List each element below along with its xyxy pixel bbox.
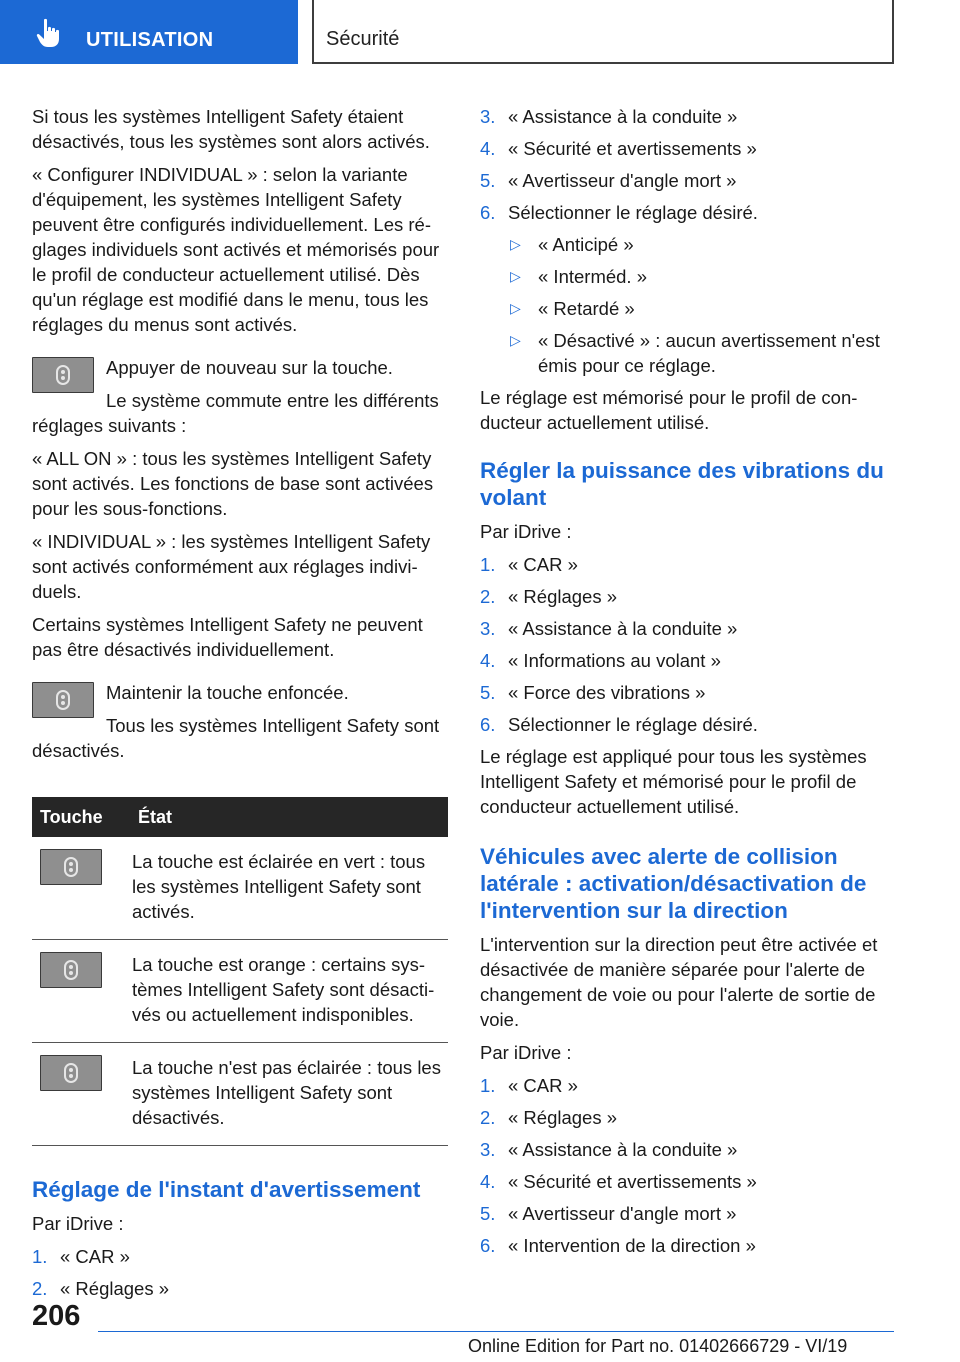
list-item: [480, 200, 896, 225]
step-number: 5.: [480, 1203, 496, 1224]
step-number: 2.: [32, 1278, 48, 1299]
step-text: Sélectionner le réglage désiré.: [508, 202, 758, 223]
section-label: Sécurité: [326, 28, 400, 50]
list-item: [480, 584, 896, 609]
list-item: [480, 1233, 896, 1258]
triangle-bullet-icon: ▷: [510, 236, 521, 252]
table-header-etat: État: [132, 797, 448, 837]
step-text: « Assistance à la conduite »: [508, 1139, 738, 1160]
edition-note: Online Edition for Part no. 01402666729 - VI/19: [468, 1336, 848, 1356]
step-list: [480, 552, 896, 737]
list-item: [480, 616, 896, 641]
table-header-touche: Touche: [32, 797, 132, 837]
list-item: [480, 552, 896, 577]
right-column: [480, 104, 896, 1265]
button-status-table: [32, 797, 448, 1146]
step-text: « Sécurité et avertissements »: [508, 138, 757, 159]
step-number: 4.: [480, 650, 496, 671]
section-heading: Régler la puissance des vibrations du volant: [480, 458, 884, 510]
step-number: 1.: [480, 1075, 496, 1096]
left-column: [32, 104, 448, 1308]
option-text: « Anticipé »: [538, 234, 634, 255]
table-row: [32, 940, 448, 1043]
paragraph: Appuyer de nouveau sur la touche.: [106, 357, 393, 378]
safety-button-icon: [32, 357, 94, 393]
table-cell: La touche n'est pas éclairée : tous les systèmes Intelligent Safety sont désactivés.: [132, 1043, 448, 1146]
option-text: « Désactivé » : aucun avertissement n'est émis pour ce réglage.: [538, 330, 880, 376]
paragraph: « INDIVIDUAL » : les systèmes Intelligent Safety sont activés conformément aux réglages individuels.: [32, 531, 431, 602]
step-list: [32, 1244, 448, 1301]
paragraph: Par iDrive :: [480, 521, 572, 542]
step-number: 3.: [480, 1139, 496, 1160]
step-number: 6.: [480, 202, 496, 223]
step-text: « Sécurité et avertissements »: [508, 1171, 757, 1192]
step-number: 5.: [480, 682, 496, 703]
step-text: « CAR »: [508, 1075, 578, 1096]
step-number: 1.: [480, 554, 496, 575]
step-text: « Avertisseur d'angle mort »: [508, 1203, 737, 1224]
triangle-bullet-icon: ▷: [510, 268, 521, 284]
paragraph: « Configurer INDIVIDUAL » : selon la variante d'équipement, les systèmes Intelligent Safety peuvent être configurés individuellement. Les réglages individuels sont activés et mémorisés pour le profil de conducteur actuellement utilisé. Dès qu'un réglage est modifié dans le menu, tous les réglages du menus sont activés.: [32, 164, 440, 335]
step-text: « Réglages »: [60, 1278, 170, 1299]
step-number: 3.: [480, 618, 496, 639]
step-text: « Assistance à la conduite »: [508, 106, 738, 127]
option-list: [480, 232, 896, 378]
paragraph: Le système commute entre les différents réglages suivants :: [32, 390, 439, 436]
chapter-label: UTILISATION: [86, 29, 214, 51]
triangle-bullet-icon: ▷: [510, 300, 521, 316]
list-item: [480, 1105, 896, 1130]
step-text: « Avertisseur d'angle mort »: [508, 170, 737, 191]
paragraph: Par iDrive :: [32, 1213, 124, 1234]
step-list: [480, 104, 896, 225]
paragraph: Maintenir la touche enfoncée.: [106, 682, 349, 703]
step-text: « Force des vibrations »: [508, 682, 706, 703]
hand-pointer-icon: [36, 18, 64, 48]
list-item: [480, 296, 896, 321]
step-number: 4.: [480, 138, 496, 159]
list-item: [480, 1137, 896, 1162]
table-row: [32, 837, 448, 940]
step-text: « Réglages »: [508, 1107, 618, 1128]
list-item: [480, 168, 896, 193]
paragraph: L'intervention sur la direction peut être activée et désactivée de manière séparée pour l'alerte de changement de voie ou pour l'alerte de sortie de voie.: [480, 934, 878, 1030]
list-item: [480, 712, 896, 737]
safety-button-icon: [40, 952, 102, 988]
step-number: 2.: [480, 1107, 496, 1128]
step-text: « Assistance à la conduite »: [508, 618, 738, 639]
step-number: 3.: [480, 106, 496, 127]
step-text: « Informations au volant »: [508, 650, 721, 671]
table-cell: La touche est orange : certains systèmes Intelligent Safety sont désactivés ou actuellement indisponibles.: [132, 940, 448, 1043]
option-text: « Interméd. »: [538, 266, 648, 287]
list-item: [32, 1244, 448, 1269]
page-number: 206: [32, 1300, 81, 1332]
safety-button-icon: [40, 849, 102, 885]
step-number: 1.: [32, 1246, 48, 1267]
safety-button-icon: [40, 1055, 102, 1091]
paragraph: Si tous les systèmes Intelligent Safety étaient désactivés, tous les systèmes sont alors activés.: [32, 106, 430, 152]
step-text: « CAR »: [60, 1246, 130, 1267]
section-heading: Réglage de l'instant d'avertissement: [32, 1177, 421, 1202]
step-number: 6.: [480, 714, 496, 735]
list-item: [480, 328, 896, 378]
step-number: 4.: [480, 1171, 496, 1192]
list-item: [480, 232, 896, 257]
option-text: « Retardé »: [538, 298, 635, 319]
paragraph: Le réglage est mémorisé pour le profil de conducteur actuellement utilisé.: [480, 387, 858, 433]
paragraph: Tous les systèmes Intelligent Safety sont désactivés.: [32, 715, 440, 761]
paragraph: Par iDrive :: [480, 1042, 572, 1063]
step-text: « CAR »: [508, 554, 578, 575]
table-cell: La touche est éclairée en vert : tous les systèmes Intelligent Safety sont activés.: [132, 837, 448, 940]
paragraph: Certains systèmes Intelligent Safety ne peuvent pas être désactivés individuellement.: [32, 614, 423, 660]
list-item: [480, 1169, 896, 1194]
list-item: [480, 136, 896, 161]
step-number: 6.: [480, 1235, 496, 1256]
list-item: [480, 104, 896, 129]
table-row: [32, 1043, 448, 1146]
step-text: « Réglages »: [508, 586, 618, 607]
step-number: 5.: [480, 170, 496, 191]
step-list: [480, 1073, 896, 1258]
footer-divider: [98, 1331, 894, 1332]
key-instruction: [32, 355, 448, 446]
paragraph: « ALL ON » : tous les systèmes Intelligent Safety sont activés. Les fonctions de base sont activées pour les sous-fonctions.: [32, 448, 434, 519]
list-item: [480, 1201, 896, 1226]
triangle-bullet-icon: ▷: [510, 332, 521, 348]
chapter-tab[interactable]: [0, 0, 298, 64]
list-item: [480, 264, 896, 289]
key-instruction: [32, 680, 448, 771]
step-text: « Intervention de la direction »: [508, 1235, 756, 1256]
step-text: Sélectionner le réglage désiré.: [508, 714, 758, 735]
list-item: [480, 680, 896, 705]
section-header: [312, 0, 894, 64]
section-heading: Véhicules avec alerte de collision latérale : activation/désactivation de l'intervention sur la direction: [480, 844, 867, 923]
paragraph: Le réglage est appliqué pour tous les systèmes Intelligent Safety et mémorisé pour le profil de conducteur actuellement utilisé.: [480, 746, 867, 817]
list-item: [480, 1073, 896, 1098]
step-number: 2.: [480, 586, 496, 607]
list-item: [32, 1276, 448, 1301]
list-item: [480, 648, 896, 673]
safety-button-icon: [32, 682, 94, 718]
